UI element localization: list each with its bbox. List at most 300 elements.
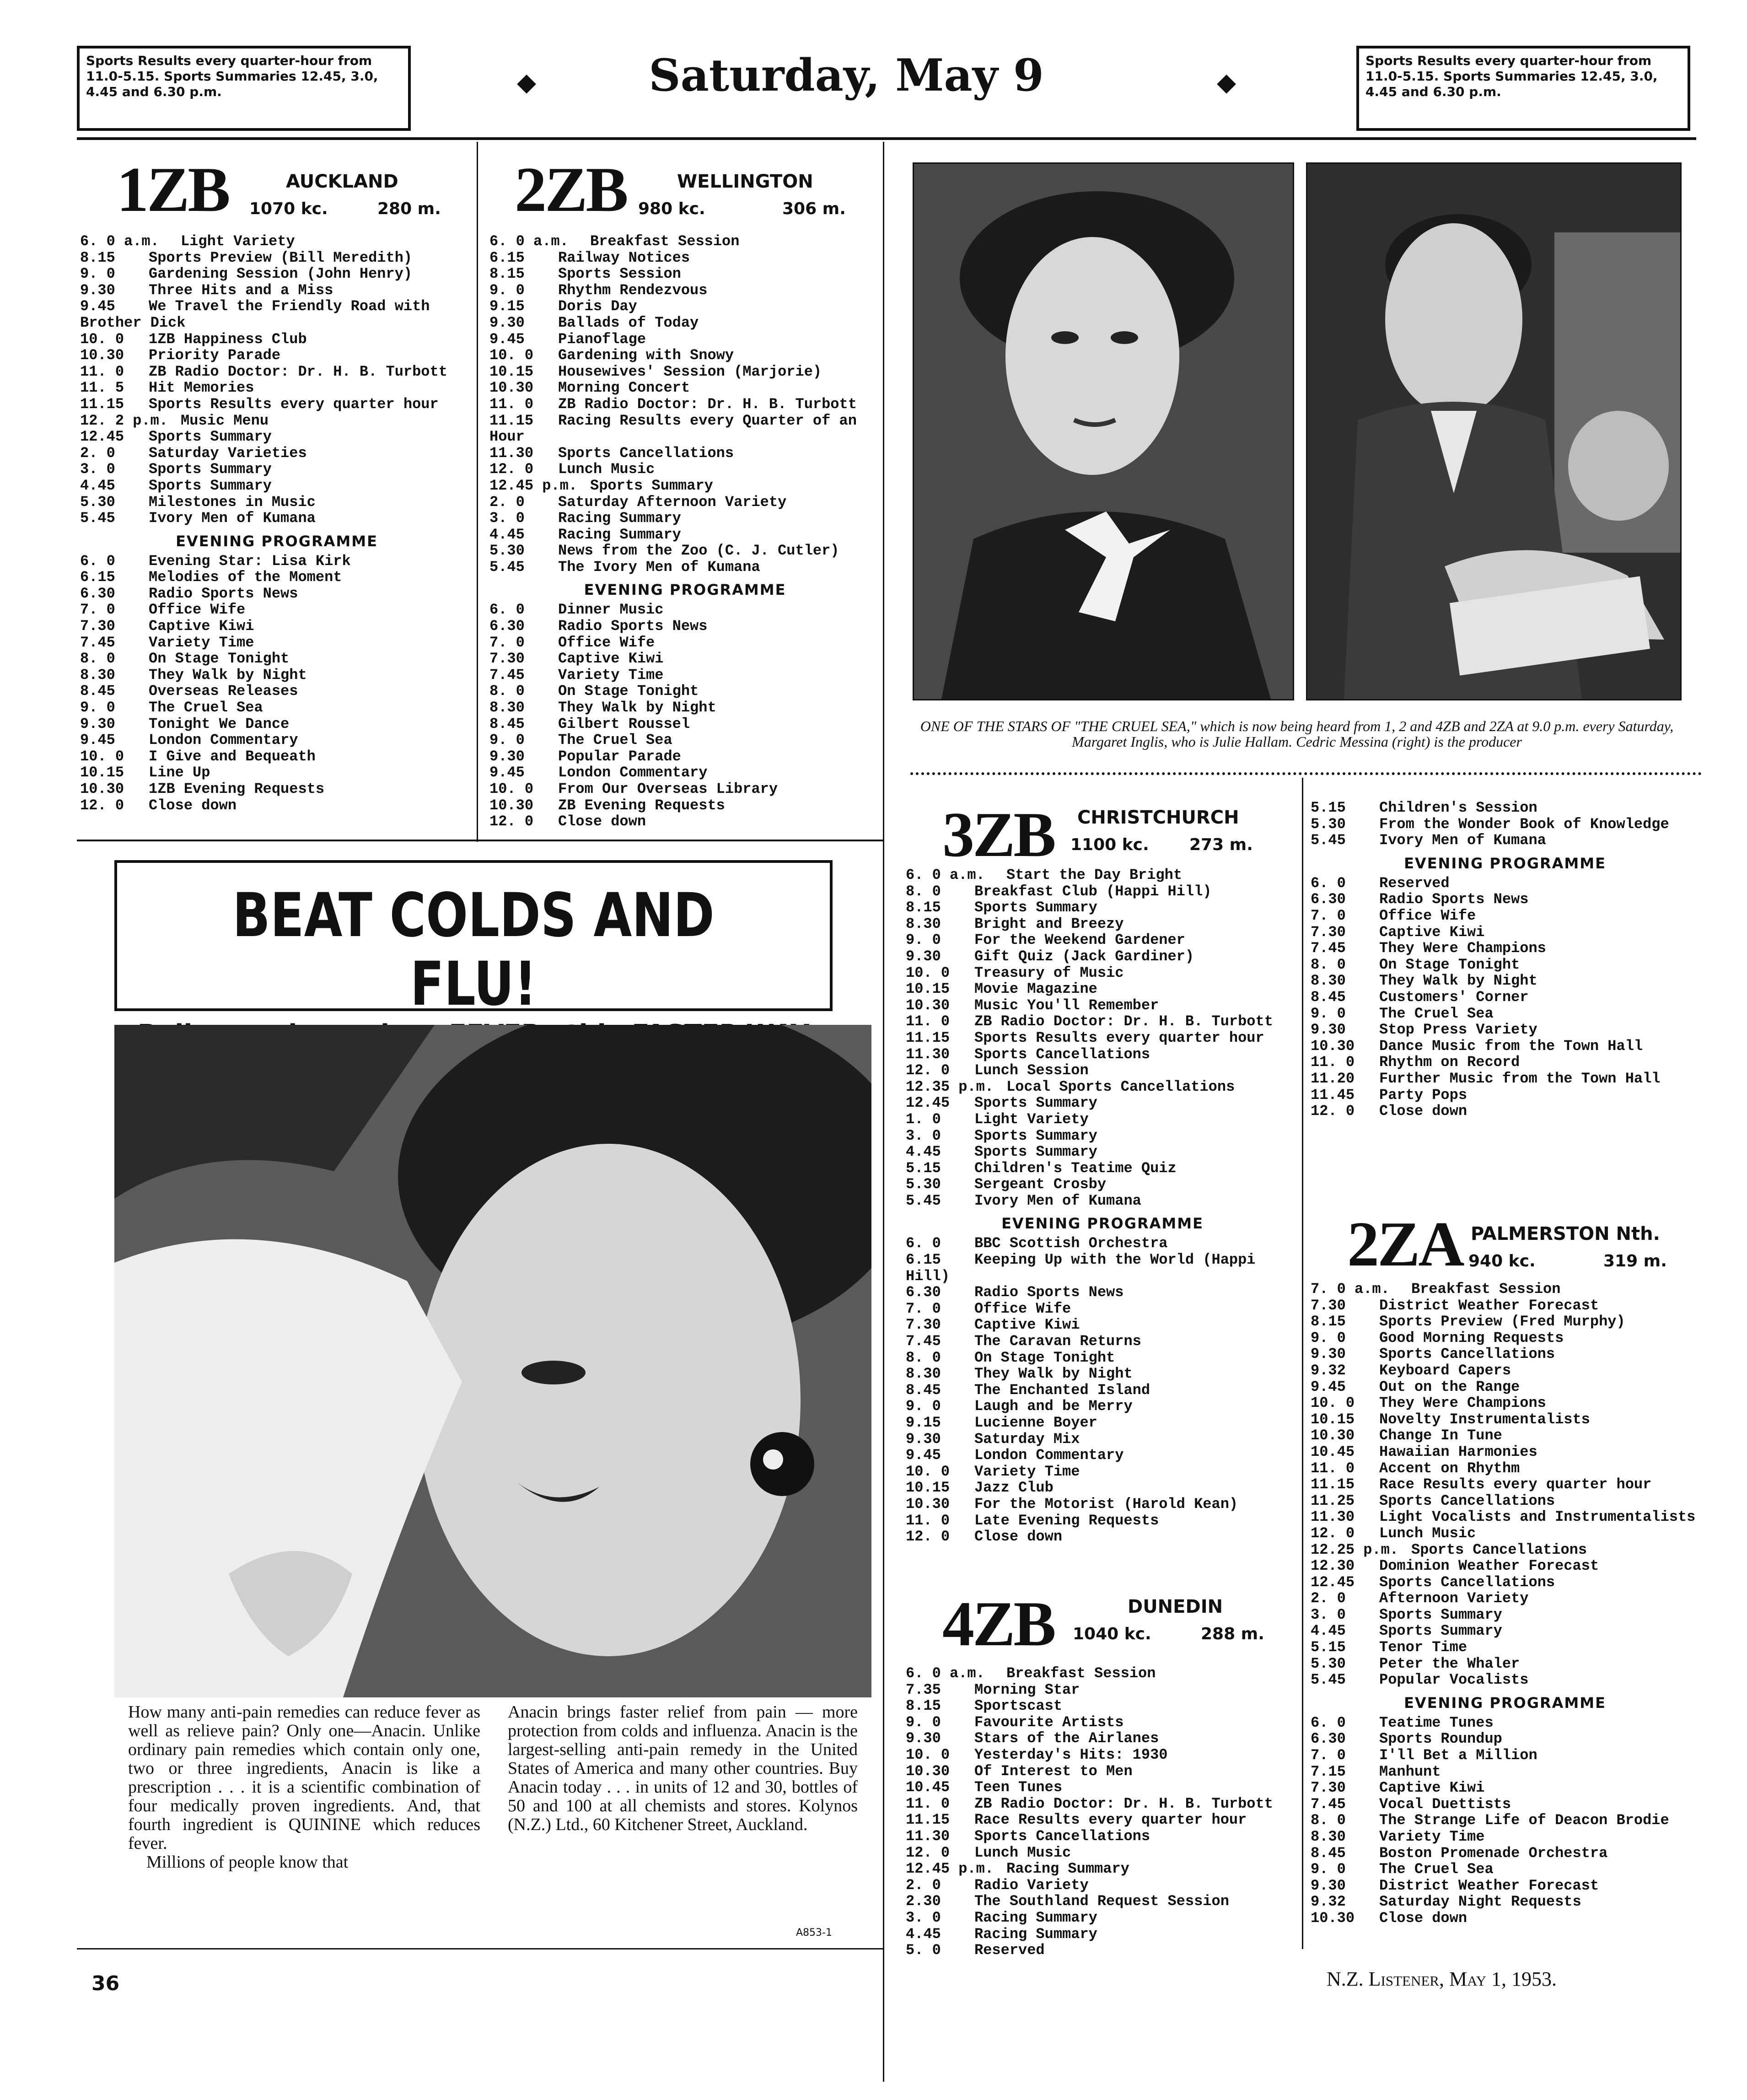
programme-title: ZB Evening Requests: [558, 797, 725, 814]
programme-row: [906, 948, 1299, 965]
programme-title: Racing Summary: [974, 1909, 1097, 1926]
programme-row: [906, 1812, 1299, 1828]
programme-row: [80, 331, 473, 348]
programme-row: [906, 1333, 1299, 1350]
programme-title: Sports Results every quarter hour: [974, 1029, 1264, 1046]
programme-time: 12. 0: [1311, 1524, 1355, 1542]
programme-time: 6.15: [906, 1251, 941, 1269]
programme-row: [906, 1128, 1299, 1144]
programme-row: [489, 797, 881, 814]
programme-row: [489, 527, 881, 543]
programme-row: [80, 765, 473, 781]
programme-time: 2.30: [906, 1893, 941, 1910]
programme-row: [80, 445, 473, 462]
programme-title: Gardening Session (John Henry): [149, 265, 413, 283]
programme-time: 7. 0: [1311, 907, 1346, 924]
programme-title: Sports Summary: [974, 899, 1097, 916]
evening-programme-heading: EVENING PROGRAMME: [1404, 1694, 1606, 1712]
programme-time: 10.30: [489, 379, 534, 397]
programme-row: [489, 700, 881, 716]
programme-time: 12.35 p.m.: [906, 1078, 994, 1095]
programme-time: 8.15: [906, 1697, 941, 1715]
programme-time: 11.30: [1311, 1508, 1355, 1526]
programme-title: Peter the Whaler: [1379, 1655, 1520, 1672]
programme-title: Sports Preview (Fred Murphy): [1379, 1313, 1625, 1330]
programme-time: 9.45: [489, 764, 525, 781]
programme-row: [1311, 1715, 1699, 1731]
programme-time: 9.15: [489, 298, 525, 315]
programme-time: 5.15: [906, 1159, 941, 1177]
programme-row: [80, 494, 473, 511]
programme-row: [1311, 940, 1699, 957]
programme-title: Overseas Releases: [149, 683, 298, 700]
programme-title: Light Variety: [181, 233, 295, 250]
programme-time: 2. 0: [1311, 1590, 1346, 1607]
station-call-sign: 2ZA: [1347, 1209, 1463, 1280]
station-frequency: 1100 kc.: [1070, 835, 1149, 854]
programme-title: Evening Star: Lisa Kirk: [149, 552, 351, 570]
programme-time: 7.30: [1311, 1297, 1346, 1314]
ad-code: A853-1: [796, 1927, 832, 1938]
programme-time: 6.15: [489, 249, 525, 266]
programme-title: We Travel the Friendly Road with Brother Dick: [80, 298, 430, 331]
programme-row: [1311, 1298, 1699, 1314]
photo-caption: ONE OF THE STARS OF "THE CRUEL SEA," which is now being heard from 1, 2 and 4ZB and 2ZA at 9.0 p.m. every Saturday, Margaret Inglis, who is Julie Hallam. Cedric Messina (right) is the producer: [920, 718, 1674, 750]
programme-row: [1311, 1460, 1699, 1477]
schedule-list: [1311, 1281, 1699, 1927]
programme-title: Milestones in Music: [149, 493, 316, 511]
programme-title: The Southland Request Session: [974, 1893, 1229, 1910]
programme-title: ZB Radio Doctor: Dr. H. B. Turbott: [149, 363, 447, 380]
programme-time: 10.15: [1311, 1411, 1355, 1428]
programme-title: Sergeant Crosby: [974, 1176, 1107, 1193]
programme-title: Line Up: [149, 764, 210, 781]
programme-row: [906, 1030, 1299, 1046]
programme-row: [1311, 1509, 1699, 1525]
programme-row: [80, 602, 473, 618]
programme-title: Popular Vocalists: [1379, 1671, 1529, 1689]
programme-title: Office Wife: [974, 1300, 1071, 1317]
programme-time: 9. 0: [906, 1398, 941, 1415]
programme-row: [906, 1730, 1299, 1747]
programme-row: [80, 250, 473, 266]
programme-title: I Give and Bequeath: [149, 748, 316, 765]
programme-time: 5.45: [80, 510, 115, 527]
programme-time: 12. 0: [906, 1844, 950, 1861]
evening-programme-heading: EVENING PROGRAMME: [1001, 1215, 1204, 1233]
programme-row: [80, 347, 473, 364]
programme-row: [906, 867, 1299, 883]
station-frequency: 980 kc.: [638, 199, 705, 218]
programme-time: 7.45: [80, 634, 115, 651]
programme-title: For the Weekend Gardener: [974, 932, 1185, 949]
programme-time: 10.30: [80, 781, 124, 797]
programme-time: 9. 0: [489, 281, 525, 299]
programme-time: 8.15: [80, 249, 115, 266]
programme-title: Sports Summary: [149, 428, 272, 446]
programme-time: 8.30: [489, 699, 525, 716]
station-city: AUCKLAND: [286, 171, 398, 192]
programme-row: [906, 965, 1299, 981]
programme-row: [1311, 1022, 1699, 1038]
programme-time: 5.30: [80, 493, 115, 511]
programme-time: 9. 0: [906, 1713, 941, 1731]
programme-title: Variety Time: [1379, 1828, 1485, 1845]
programme-title: On Stage Tonight: [1379, 956, 1520, 973]
programme-time: 6. 0: [1311, 874, 1346, 892]
station-2zb: [489, 154, 883, 844]
schedule-list: [80, 233, 473, 813]
programme-row: [1311, 1574, 1699, 1591]
programme-time: 12.45: [1311, 1573, 1355, 1591]
programme-row: [1311, 1780, 1699, 1796]
station-wavelength: 273 m.: [1189, 835, 1253, 854]
programme-title: The Ivory Men of Kumana: [558, 558, 760, 576]
programme-title: Keeping Up with the World (Happi Hill): [906, 1251, 1256, 1285]
programme-title: Sports Summary: [974, 1143, 1097, 1161]
programme-time: 10. 0: [906, 1463, 950, 1480]
programme-time: 4.45: [906, 1143, 941, 1161]
programme-time: 4.45: [489, 526, 525, 543]
programme-row: [906, 1942, 1299, 1959]
programme-title: The Cruel Sea: [149, 699, 263, 716]
programme-time: 7. 0: [489, 634, 525, 651]
programme-row: [489, 781, 881, 797]
programme-row: [489, 315, 881, 331]
programme-title: Rhythm on Record: [1379, 1054, 1520, 1071]
programme-row: [906, 899, 1299, 916]
evening-programme-heading: EVENING PROGRAMME: [1404, 854, 1606, 872]
programme-row: [906, 1193, 1299, 1209]
programme-time: 11.30: [906, 1045, 950, 1063]
programme-row: [80, 748, 473, 765]
programme-row: [489, 445, 881, 462]
programme-title: They Were Champions: [1379, 1395, 1546, 1412]
programme-time: 10.30: [1311, 1037, 1355, 1055]
programme-title: Bright and Breezy: [974, 915, 1124, 932]
portrait-man-image: [1307, 164, 1680, 699]
programme-time: 12. 2 p.m.: [80, 412, 168, 429]
diamond-ornament-right: ◆: [1217, 66, 1236, 102]
programme-time: 12.45: [906, 1094, 950, 1112]
programme-title: Sports Roundup: [1379, 1730, 1502, 1748]
programme-title: The Cruel Sea: [558, 732, 672, 749]
programme-time: 8.30: [80, 666, 115, 684]
programme-time: 3. 0: [489, 510, 525, 527]
programme-row: [1311, 875, 1699, 892]
programme-time: 3. 0: [906, 1909, 941, 1926]
programme-row: [80, 553, 473, 570]
programme-row: [80, 510, 473, 527]
programme-row: [1311, 973, 1699, 989]
programme-time: 5.30: [1311, 815, 1346, 833]
programme-row: [1311, 891, 1699, 908]
programme-time: 7.35: [906, 1681, 941, 1698]
programme-title: Tenor Time: [1379, 1639, 1467, 1656]
programme-row: [1311, 1894, 1699, 1910]
programme-row: [489, 347, 881, 364]
station-1zb: [80, 154, 473, 844]
programme-time: 4.45: [1311, 1622, 1346, 1640]
programme-title: Sports Session: [558, 265, 681, 283]
programme-row: [1311, 1542, 1699, 1558]
programme-title: Party Pops: [1379, 1086, 1467, 1104]
programme-row: [80, 569, 473, 586]
programme-title: Light Variety: [974, 1110, 1089, 1128]
programme-title: Captive Kiwi: [558, 650, 664, 668]
programme-title: Out on the Range: [1379, 1378, 1520, 1395]
programme-time: 9. 0: [906, 932, 941, 949]
programme-time: 12. 0: [489, 813, 534, 830]
programme-time: 8. 0: [906, 883, 941, 900]
programme-time: 11. 0: [1311, 1054, 1355, 1071]
programme-time: 9.45: [489, 330, 525, 348]
programme-title: Lunch Music: [974, 1844, 1071, 1861]
programme-title: Lucienne Boyer: [974, 1414, 1097, 1431]
programme-time: 6.30: [1311, 891, 1346, 908]
programme-row: [1311, 1672, 1699, 1688]
programme-time: 7.30: [906, 1316, 941, 1334]
schedule-list: [906, 1665, 1299, 1959]
programme-row: [80, 586, 473, 602]
programme-title: Variety Time: [558, 666, 664, 684]
programme-time: 10.45: [906, 1779, 950, 1796]
programme-time: 8.15: [489, 265, 525, 283]
station-4zb: [906, 1588, 1299, 1967]
programme-title: Ivory Men of Kumana: [974, 1192, 1141, 1209]
programme-row: [906, 1062, 1299, 1079]
programme-row: [1311, 1054, 1699, 1071]
programme-time: 9.30: [1311, 1877, 1346, 1894]
programme-row: [80, 618, 473, 635]
programme-time: 3. 0: [1311, 1606, 1346, 1623]
programme-row: [80, 478, 473, 494]
programme-title: Novelty Instrumentalists: [1379, 1411, 1590, 1428]
programme-time: 8.45: [489, 715, 525, 732]
programme-title: ZB Radio Doctor: Dr. H. B. Turbott: [974, 1795, 1273, 1812]
programme-row: [906, 1111, 1299, 1128]
programme-title: Sports Summary: [1379, 1622, 1502, 1640]
programme-title: Morning Concert: [558, 379, 690, 397]
photo-margaret-inglis: [913, 162, 1294, 700]
column-divider: [477, 142, 478, 842]
programme-row: [906, 1893, 1299, 1910]
programme-row: [80, 364, 473, 380]
programme-row: [906, 1910, 1299, 1926]
programme-time: 4.45: [80, 477, 115, 494]
programme-time: 10.15: [489, 363, 534, 380]
programme-title: Captive Kiwi: [149, 618, 254, 635]
programme-time: 7.45: [489, 666, 525, 684]
station-call-sign: 1ZB: [117, 154, 229, 225]
programme-row: [906, 981, 1299, 997]
programme-title: Sports Summary: [1379, 1606, 1502, 1623]
programme-row: [906, 1763, 1299, 1780]
station-frequency: 940 kc.: [1468, 1252, 1536, 1271]
programme-title: Breakfast Club (Happi Hill): [974, 883, 1212, 900]
ad-photo-woman-with-handkerchief: [114, 1025, 871, 1697]
programme-time: 9.45: [80, 732, 115, 749]
programme-row: [1311, 1006, 1699, 1022]
programme-time: 8.45: [1311, 988, 1346, 1006]
programme-time: 9.30: [80, 281, 115, 299]
programme-title: The Cruel Sea: [1379, 1005, 1494, 1022]
programme-title: Housewives' Session (Marjorie): [558, 363, 822, 380]
programme-title: Accent on Rhythm: [1379, 1459, 1520, 1477]
station-call-sign: 4ZB: [942, 1588, 1054, 1659]
programme-row: [1311, 908, 1699, 924]
programme-time: 8. 0: [906, 1349, 941, 1366]
programme-title: Treasury of Music: [974, 964, 1124, 981]
programme-row: [1311, 989, 1699, 1006]
programme-time: 10.30: [80, 347, 124, 364]
station-wavelength: 319 m.: [1603, 1252, 1667, 1271]
evening-programme-heading: EVENING PROGRAMME: [584, 581, 786, 599]
programme-title: Sports Cancellations: [558, 444, 734, 462]
programme-time: 10.15: [906, 1479, 950, 1497]
programme-time: 12.30: [1311, 1557, 1355, 1575]
programme-title: News from the Zoo (C. J. Cutler): [558, 542, 839, 560]
programme-time: 5.15: [1311, 799, 1346, 816]
programme-time: 8.15: [1311, 1313, 1346, 1330]
programme-title: The Caravan Returns: [974, 1333, 1141, 1350]
programme-time: 8.30: [906, 1365, 941, 1383]
programme-time: 3. 0: [906, 1127, 941, 1144]
programme-row: [906, 1366, 1299, 1382]
programme-row: [80, 797, 473, 814]
programme-row: [80, 298, 473, 331]
programme-title: They Walk by Night: [974, 1365, 1133, 1383]
programme-time: 6. 0: [906, 1235, 941, 1252]
photo-cedric-messina: [1306, 162, 1682, 700]
programme-time: 8.45: [80, 683, 115, 700]
programme-row: [1311, 1427, 1699, 1444]
programme-time: 10. 0: [1311, 1395, 1355, 1412]
programme-title: Of Interest to Men: [974, 1762, 1133, 1780]
ad-body-text: Anacin brings faster relief from pain — more protection from colds and influenza. Anacin is the largest-selling anti-pain remedy in the United States of America and many other countries. Buy Anacin today . . . in units of 12 and 30, bottles of 50 and 100 at all chemists and stores. Kolynos (N.Z.) Ltd., 60 Kitchener Street, Auckland.: [508, 1702, 858, 1834]
programme-title: Doris Day: [558, 298, 637, 315]
programme-title: Priority Parade: [149, 347, 281, 364]
programme-time: 9.30: [1311, 1346, 1346, 1363]
programme-row: [1311, 1330, 1699, 1346]
programme-title: On Stage Tonight: [149, 650, 290, 668]
programme-time: 10. 0: [80, 330, 124, 348]
programme-time: 9.30: [906, 948, 941, 965]
programme-row: [80, 396, 473, 413]
programme-title: Popular Parade: [558, 748, 681, 765]
evening-programme-heading: EVENING PROGRAMME: [176, 532, 378, 550]
programme-title: Captive Kiwi: [1379, 923, 1485, 941]
programme-row: [489, 282, 881, 299]
programme-time: 10.30: [1311, 1427, 1355, 1444]
programme-title: Sportscast: [974, 1697, 1063, 1715]
programme-time: 10.15: [906, 980, 950, 998]
programme-title: Office Wife: [558, 634, 655, 651]
programme-time: 11.15: [906, 1029, 950, 1046]
programme-time: 11.15: [489, 412, 534, 429]
schedule-list: [906, 867, 1299, 1545]
programme-time: 9. 0: [1311, 1329, 1346, 1346]
programme-title: Radio Sports News: [149, 585, 298, 602]
programme-row: [906, 932, 1299, 948]
programme-time: 8.45: [906, 1381, 941, 1399]
programme-time: 9. 0: [489, 732, 525, 749]
programme-title: Dominion Weather Forecast: [1379, 1557, 1599, 1575]
programme-title: Light Vocalists and Instrumentalists: [1379, 1508, 1696, 1526]
programme-title: Rhythm Rendezvous: [558, 281, 708, 299]
station-city: CHRISTCHURCH: [1077, 807, 1239, 828]
programme-title: ZB Radio Doctor: Dr. H. B. Turbott: [974, 1013, 1273, 1030]
programme-title: Breakfast Session: [1006, 1665, 1156, 1682]
programme-time: 6. 0 a.m.: [906, 867, 985, 883]
ad-body-text: How many anti-pain remedies can reduce fever as well as relieve pain? Only one—Anacin. Unlike ordinary pain remedies which contain only one, two or three ingredients, Anacin is like a prescription . . . it is a scientific combination of four medically proven ingredients. And, that fourth ingredient is QUININE which reduces fever.: [128, 1702, 480, 1853]
programme-time: 10.45: [1311, 1443, 1355, 1460]
programme-time: 11. 0: [906, 1512, 950, 1529]
publication-line: N.Z. Listener, May 1, 1953.: [1327, 1968, 1557, 1990]
programme-row: [1311, 1623, 1699, 1639]
programme-row: [906, 1714, 1299, 1731]
programme-title: Racing Summary: [558, 510, 681, 527]
programme-title: Pianoflage: [558, 330, 646, 348]
programme-time: 10. 0: [489, 781, 534, 797]
programme-time: 8. 0: [1311, 1812, 1346, 1829]
programme-time: 9. 0: [1311, 1861, 1346, 1878]
programme-title: Favourite Artists: [974, 1713, 1124, 1731]
programme-time: 11. 5: [80, 379, 124, 397]
programme-time: 12.25 p.m.: [1311, 1541, 1399, 1558]
programme-time: 9.30: [906, 1430, 941, 1448]
programme-time: 9.30: [80, 715, 115, 732]
programme-title: Stars of the Airlanes: [974, 1730, 1159, 1747]
programme-title: Captive Kiwi: [974, 1316, 1080, 1334]
programme-row: [1311, 1764, 1699, 1780]
programme-time: 6.30: [489, 618, 525, 635]
station-call-sign: 2ZB: [515, 154, 627, 225]
programme-row: [489, 396, 881, 413]
programme-row: [906, 1682, 1299, 1698]
programme-time: 9.15: [906, 1414, 941, 1431]
programme-row: [906, 1665, 1299, 1682]
programme-time: 12. 0: [80, 797, 124, 814]
programme-time: 10.30: [489, 797, 534, 814]
programme-row: [906, 1284, 1299, 1301]
programme-row: [489, 266, 881, 282]
programme-title: Variety Time: [974, 1463, 1080, 1480]
programme-title: District Weather Forecast: [1379, 1297, 1599, 1314]
page-title: Saturday, May 9: [649, 49, 1044, 101]
programme-row: [489, 667, 881, 684]
portrait-woman-image: [914, 164, 1293, 699]
programme-title: Boston Promenade Orchestra: [1379, 1844, 1608, 1862]
programme-time: 10.30: [906, 1495, 950, 1513]
programme-row: [906, 1252, 1299, 1284]
programme-row: [1311, 1362, 1699, 1379]
programme-title: I'll Bet a Million: [1379, 1747, 1537, 1764]
programme-time: 7.45: [1311, 940, 1346, 957]
programme-time: 6. 0: [80, 552, 115, 570]
programme-row: [906, 1496, 1299, 1513]
programme-title: BBC Scottish Orchestra: [974, 1235, 1168, 1252]
programme-time: 7.30: [489, 650, 525, 668]
programme-row: [906, 1317, 1299, 1333]
programme-time: 4.45: [906, 1925, 941, 1943]
programme-row: [906, 1398, 1299, 1415]
programme-time: 10.30: [906, 996, 950, 1014]
programme-title: Teatime Tunes: [1379, 1714, 1494, 1731]
programme-row: [906, 1415, 1299, 1431]
programme-row: [1311, 1071, 1699, 1087]
programme-time: 11.30: [906, 1827, 950, 1845]
